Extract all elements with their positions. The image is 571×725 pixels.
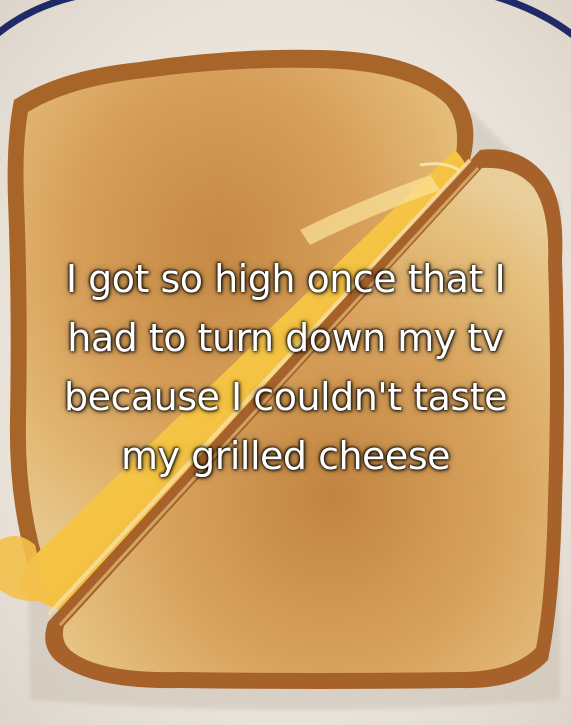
caption-line-4: my grilled cheese xyxy=(121,434,450,478)
caption-line-1: I got so high once that I xyxy=(65,257,506,301)
caption-text xyxy=(20,250,551,486)
caption-line-3: because I couldn't taste xyxy=(64,375,507,419)
caption-line-2: had to turn down my tv xyxy=(67,316,504,360)
